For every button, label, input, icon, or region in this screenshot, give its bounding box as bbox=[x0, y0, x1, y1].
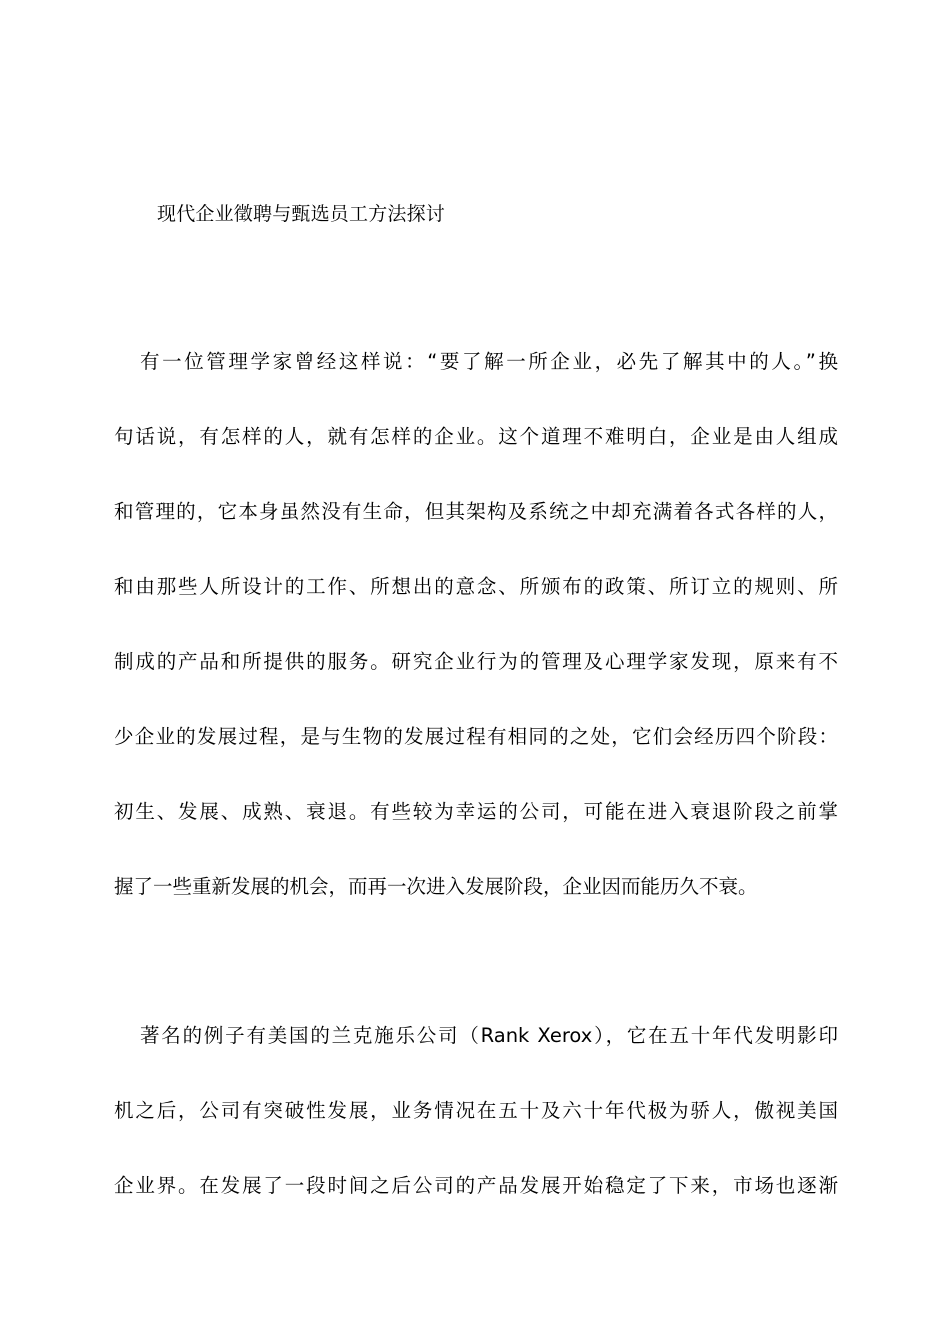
document-title: 现代企业徵聘与甄选员工方法探讨 bbox=[157, 203, 446, 225]
paragraph-line: 初生、发展、成熟、衰退。有些较为幸运的公司，可能在进入衰退阶段之前掌 bbox=[114, 800, 838, 823]
paragraph-line: 企业界。在发展了一段时间之后公司的产品发展开始稳定了下来，市场也逐渐 bbox=[114, 1174, 838, 1197]
paragraph-line: 和由那些人所设计的工作、所想出的意念、所颁布的政策、所订立的规则、所 bbox=[114, 575, 838, 598]
paragraph-line: 制成的产品和所提供的服务。研究企业行为的管理及心理学家发现，原来有不 bbox=[114, 650, 838, 673]
paragraph-1 bbox=[114, 347, 838, 947]
paragraph-line: 和管理的，它本身虽然没有生命，但其架构及系统之中却充满着各式各样的人， bbox=[114, 500, 838, 523]
paragraph-line: 机之后，公司有突破性发展，业务情况在五十及六十年代极为骄人，傲视美国 bbox=[114, 1099, 838, 1122]
paragraph-2 bbox=[114, 1021, 838, 1246]
paragraph-line: 句话说，有怎样的人，就有怎样的企业。这个道理不难明白，企业是由人组成 bbox=[114, 425, 838, 448]
paragraph-line: 有一位管理学家曾经这样说：“要了解一所企业，必先了解其中的人。”换 bbox=[140, 350, 838, 373]
paragraph-line: 著名的例子有美国的兰克施乐公司（Rank Xerox），它在五十年代发明影印 bbox=[140, 1024, 838, 1047]
paragraph-line: 握了一些重新发展的机会，而再一次进入发展阶段，企业因而能历久不衰。 bbox=[114, 875, 758, 898]
paragraph-line: 少企业的发展过程，是与生物的发展过程有相同的之处，它们会经历四个阶段： bbox=[114, 725, 838, 748]
